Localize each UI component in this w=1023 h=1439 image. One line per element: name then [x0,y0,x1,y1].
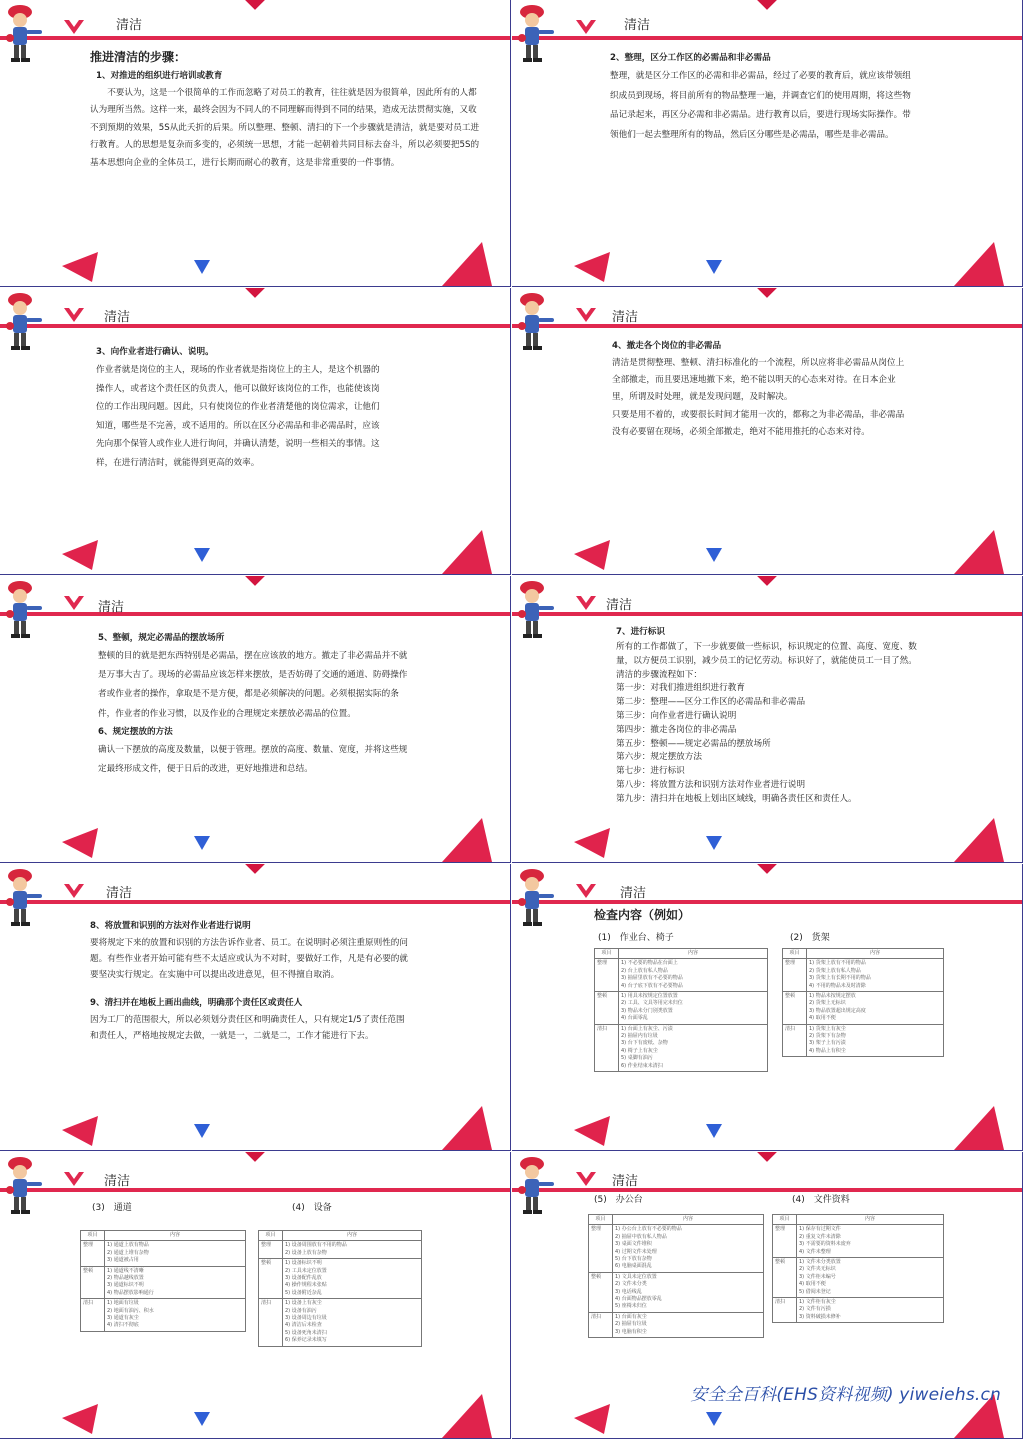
down-arrow-icon[interactable] [194,260,210,274]
slide-title: 清洁 [620,886,647,901]
table-2-title: (2) 货架 [790,933,830,943]
table-cell: 1) 货架上放有不用的物品 2) 货架上放有私人物品 3) 货架上有长期不用的物品 4) 不用的物品未及时清除 [807,959,944,992]
table-row [259,1259,422,1299]
v-logo-icon [576,596,596,610]
table-cell: 清扫 [595,1024,619,1071]
slide-2[interactable] [512,0,1023,287]
table-cell: 整理 [595,959,619,992]
table-row [773,1225,944,1258]
table-row [259,1241,422,1259]
down-arrow-icon[interactable] [194,1124,210,1138]
step-heading-1: 5、整顿，规定必需品的摆放场所 [98,633,225,643]
check-table-1 [594,948,768,1072]
table-1-title: (3) 通道 [92,1203,132,1213]
down-arrow-icon[interactable] [194,836,210,850]
check-table-2 [782,948,944,1057]
table-cell: 整理 [259,1241,283,1259]
v-logo-icon [64,596,84,610]
v-logo-icon [64,884,84,898]
top-diamond [757,576,777,586]
step-paragraph-2: 只要是用不着的，或要很长时间才能用一次的，都称之为非必需品，非必需品没有必要留在现场，必须全部撤走，绝对不能用推托的心态来对待。 [612,409,905,437]
left-triangle-decor [62,252,106,282]
step-line: 第三步：向作业者进行确认说明 [616,710,737,721]
left-triangle-decor [62,1404,106,1434]
right-triangle-decor [954,530,1004,574]
col-item: 项目 [81,1231,105,1241]
slide-title: 清洁 [104,1174,131,1189]
step-heading: 1、对推进的组织进行培训或教育 [96,71,223,81]
table-cell: 整顿 [589,1272,613,1312]
table-cell: 1) 设备周围放有不用的物品 2) 设备上放有杂物 [283,1241,422,1259]
slide-body [616,624,924,807]
v-logo-icon [576,20,596,34]
table-row [773,1298,944,1323]
table-row [259,1299,422,1346]
table-cell: 1) 设备标识不明 2) 工具未定位放置 3) 设备配件乱放 4) 操作规程未张贴 5) 设备附近杂乱 [283,1259,422,1299]
down-arrow-icon[interactable] [706,260,722,274]
worker-mascot-icon [2,2,46,66]
left-triangle-decor [62,828,106,858]
col-item: 项目 [259,1231,283,1241]
header-bar [0,324,510,328]
worker-mascot-icon [514,290,558,354]
table-row [595,959,768,992]
right-triangle-decor [442,1394,492,1438]
table-cell: 整顿 [259,1259,283,1299]
col-item: 项目 [783,949,807,959]
header-bar [0,36,510,40]
header-bar [0,1188,510,1192]
col-content: 内容 [105,1231,246,1241]
slide-body [90,48,484,172]
table-cell: 1) 文具未定位放置 2) 文件未分类 3) 电话线乱 4) 台面物品摆放零乱 5) 座椅未归位 [613,1272,764,1312]
down-arrow-icon[interactable] [706,1124,722,1138]
header-bar [512,324,1022,328]
top-diamond [245,288,265,298]
top-diamond [245,864,265,874]
table-cell: 清扫 [589,1312,613,1337]
down-arrow-icon[interactable] [706,1412,722,1426]
table-cell: 1) 保存有过期文件 2) 重复文件未清除 3) 不需要的资料未废弃 4) 文件未整理 [797,1225,944,1258]
step-line: 第一步：对我们推进组织进行教育 [616,683,745,694]
top-diamond [757,288,777,298]
table-cell: 1) 物品未按规定摆放 2) 货架上无标识 3) 物品放置超出规定高度 4) 取用不便 [807,992,944,1025]
table-cell: 整顿 [773,1258,797,1298]
table-row [783,1024,944,1057]
table-cell: 1) 台面有灰尘 2) 抽屉有垃圾 3) 电脑有积尘 [613,1312,764,1337]
header-bar [512,1188,1022,1192]
right-triangle-decor [442,530,492,574]
step-heading: 7、进行标识 [616,627,665,637]
step-heading-2: 6、规定摆放的方法 [98,726,173,737]
left-triangle-decor [62,1116,106,1146]
worker-mascot-icon [514,866,558,930]
slide-title: 清洁 [624,18,651,33]
left-triangle-decor [574,1116,618,1146]
table-cell: 1) 用具未按规定位置放置 2) 工具、文具等用完未归位 3) 物品未分门别类放置 4) 台面零乱 [619,992,768,1025]
slide-body [610,50,912,145]
check-table-2 [772,1214,944,1323]
worker-mascot-icon [2,866,46,930]
v-logo-icon [64,1172,84,1186]
slide-title: 清洁 [98,600,125,615]
step-line: 第四步：撤走各岗位的非必需品 [616,724,737,735]
slide-body [612,338,912,441]
table-cell: 整理 [589,1225,613,1272]
table-cell: 1) 设备上有灰尘 2) 设备有油污 3) 设备周边有垃圾 4) 清洁后未检查 5) 设备死角未清扫 6) 保养记录未填写 [283,1299,422,1346]
table-row [589,1225,764,1272]
table-cell: 清扫 [259,1299,283,1346]
table-cell: 整顿 [783,992,807,1025]
table-cell: 1) 办公台上放有不必要的物品 2) 抽屉中放有私人物品 3) 桌面文件堆积 4) 过期文件未处理 5) 台下放有杂物 6) 电脑桌面混乱 [613,1225,764,1272]
step-paragraph-1: 整顿的目的就是把东西特别是必需品，摆在应该放的地方。撤走了非必需品并不就是万事大吉了。现场的必需品应该怎样来摆放，是否妨碍了交通的通道、防碍操作者或作业者的操作，拿取是不是方便，都是必须解决的问题。必须根据实际的条件，作业者的作业习惯，以及作业的合理规定来摆放必需品的位置。 [98,651,408,719]
step-heading: 4、撤走各个岗位的非必需品 [612,341,722,351]
slide-8[interactable] [512,864,1023,1151]
step-heading-1: 8、将放置和识别的方法对作业者进行说明 [90,921,251,931]
table-cell: 整理 [783,959,807,992]
table-cell: 1) 文件柜有灰尘 2) 文件有污损 3) 资料破损未修补 [797,1298,944,1323]
worker-mascot-icon [2,1154,46,1218]
header-bar [512,36,1022,40]
col-item: 项目 [589,1215,613,1225]
table-row [773,1258,944,1298]
slide-title: 清洁 [104,310,131,325]
top-diamond [245,1152,265,1162]
step-line: 第二步：整理——区分工作区的必需品和非必需品 [616,697,806,708]
table-row [81,1266,246,1299]
slide-title: 清洁 [612,1174,639,1189]
header-bar [0,612,510,616]
right-triangle-decor [954,818,1004,862]
table-row [589,1312,764,1337]
step-paragraph: 整理，就是区分工作区的必需和非必需品，经过了必要的教育后，就应该带领组织成员到现场，将目前所有的物品整理一遍，并调查它们的使用周期，将这些物品记录起来，再区分必需和非必需品。进行教育以后，要进行现场实际操作。带领他们一起去整理所有的物品，然后区分哪些是必需品，哪些是非必需品。 [610,71,911,140]
step-line: 第九步：清扫并在地板上划出区域线，明确各责任区和责任人。 [616,793,857,804]
table-2-title: (4) 设备 [292,1203,332,1213]
left-triangle-decor [574,252,618,282]
check-table-1 [80,1230,246,1332]
worker-mascot-icon [514,578,558,642]
table-cell: 1) 通道线不清晰 2) 物品越线放置 3) 通道标识不明 4) 物品摆放影响通行 [105,1266,246,1299]
step-line: 第八步：将放置方法和识别方法对作业者进行说明 [616,779,806,790]
table-row [595,992,768,1025]
step-heading: 2、整理，区分工作区的必需品和非必需品 [610,53,771,63]
col-content: 内容 [283,1231,422,1241]
table-row [783,959,944,992]
right-triangle-decor [442,242,492,286]
slide-9[interactable] [0,1152,511,1439]
worker-mascot-icon [514,1154,558,1218]
header-bar [0,900,510,904]
step-paragraph-2: 确认一下摆放的高度及数量，以便于管理。摆放的高度、数量、宽度，并将这些规定最终形成文件，便于日后的改进，更好地推进和总结。 [98,744,408,775]
table-cell: 1) 地面有垃圾 2) 地面有油污、积水 3) 通道有灰尘 4) 清扫不彻底 [105,1299,246,1332]
step-line: 第五步：整顿——规定必需品的摆放场所 [616,738,771,749]
slide-7[interactable] [0,864,511,1151]
top-diamond [245,0,265,10]
step-heading-2: 9、清扫并在地板上画出曲线，明确那个责任区或责任人 [90,998,303,1008]
step-line: 第七步：进行标识 [616,766,685,777]
step-paragraph-2: 因为工厂的范围很大，所以必须划分责任区和明确责任人，只有规定1/5了责任范围和责任人，严格地按规定去做，一就是一，二就是二，工作才能进行下去。 [90,1015,405,1041]
v-logo-icon [64,308,84,322]
table-row [589,1272,764,1312]
table-cell: 清扫 [773,1298,797,1323]
left-triangle-decor [574,1404,618,1434]
step-paragraph: 所有的工作都做了，下一步就要做一些标识，标识规定的位置、高度、宽度、数量，以方便员工识别，减少员工的记忆劳动。标识好了，就能使员工一目了然。 [616,642,917,666]
step-line: 第六步：规定摆放方法 [616,752,702,763]
down-arrow-icon[interactable] [194,1412,210,1426]
top-diamond [245,576,265,586]
header-bar [512,612,1022,616]
top-diamond [757,1152,777,1162]
table-cell: 整顿 [81,1266,105,1299]
down-arrow-icon[interactable] [706,836,722,850]
worker-mascot-icon [2,578,46,642]
slide-title: 清洁 [612,310,639,325]
table-row [81,1299,246,1332]
slide-title: 清洁 [106,886,133,901]
step-paragraph-1: 清洁是贯彻整理、整顿、清扫标准化的一个流程，所以应将非必需品从岗位上全部撤走，而且要迅速地撤下来，绝不能以明天的心态来对待。在日本企业里，所谓及时处理，就是发现问题，及时解决。 [612,358,905,403]
slide-title: 清洁 [116,18,143,33]
table-cell: 1) 台面上有灰尘、污渍 2) 抽屉内有垃圾 3) 台下有废纸、杂物 4) 椅子上有灰尘 5) 桌脚有油污 6) 作业结束未清扫 [619,1024,768,1071]
slide-4[interactable] [512,288,1023,575]
worker-mascot-icon [2,290,46,354]
table-row [783,992,944,1025]
left-triangle-decor [62,540,106,570]
down-arrow-icon[interactable] [706,548,722,562]
table-cell: 整理 [81,1241,105,1266]
col-item: 项目 [773,1215,797,1225]
table-cell: 1) 文件未分类放置 2) 文件夹无标识 3) 文件柜未编号 4) 取用不便 5) 借阅未登记 [797,1258,944,1298]
v-logo-icon [576,884,596,898]
table-cell: 1) 货架上有灰尘 2) 货架下有杂物 3) 架子上有污渍 4) 物品上有积尘 [807,1024,944,1057]
slide-5[interactable] [0,576,511,863]
top-diamond [757,0,777,10]
table-1-title: (5) 办公台 [594,1195,643,1205]
col-content: 内容 [619,949,768,959]
slide-title: 清洁 [606,598,633,613]
col-content: 内容 [797,1215,944,1225]
table-row [595,1024,768,1071]
slide-6[interactable] [512,576,1023,863]
section-heading: 推进清洁的步骤： [90,50,187,64]
section-heading: 检查内容（例如） [594,908,691,922]
col-content: 内容 [807,949,944,959]
table-cell: 1) 通道上放有物品 2) 通道上堆有杂物 3) 通道被占用 [105,1241,246,1266]
table-cell: 清扫 [81,1299,105,1332]
right-triangle-decor [442,1106,492,1150]
table-cell: 1) 不必要的物品在台面上 2) 台上放有私人物品 3) 抽屉里放有不必要的物品 4) 台子底下放有不必要物品 [619,959,768,992]
col-content: 内容 [613,1215,764,1225]
table-row [81,1241,246,1266]
watermark-text: 安全全百科(EHS资料视频) yiweiehs.cn [690,1385,1001,1405]
slide-body [96,344,380,473]
steps-title: 清洁的步骤流程如下： [616,669,702,680]
table-cell: 整顿 [595,992,619,1025]
step-paragraph-1: 要将规定下来的放置和识别的方法告诉作业者、员工。在说明时必须注重原则性的问题。有些作业者开始可能有些不太适应或认为不对时，要做好工作，凡是有必要的就要坚决实行规定。在实施中可以提出改进意见，但不得擅自取消。 [90,938,408,980]
v-logo-icon [64,20,84,34]
right-triangle-decor [954,1106,1004,1150]
worker-mascot-icon [514,2,558,66]
check-table-1 [588,1214,764,1338]
table-2-title: (4) 文件资料 [792,1195,850,1205]
left-triangle-decor [574,540,618,570]
step-paragraph: 不要认为，这是一个很简单的工作而忽略了对员工的教育，往往就是因为很简单，因此所有的人都认为理所当然。这样一来，最终会因为不同人的不同理解而得到不同的结果，造成无法贯彻实施，又收不到预期的效果，5S从此夭折的后果。所以整理、整顿、清扫的下一个步骤就是清洁，就是要对员工进行教育。人的思想是复杂而多变的，必须统一思想，才能一起朝着共同目标去奋斗，所以必须要把5S的基本思想向企业的全体员工，进行长期而耐心的教育，这是非常重要的一件事情。 [90,88,480,168]
slide-body [90,918,410,1044]
col-item: 项目 [595,949,619,959]
slide-1[interactable] [0,0,511,287]
step-heading: 3、向作业者进行确认、说明。 [96,347,214,357]
down-arrow-icon[interactable] [194,548,210,562]
slide-3[interactable] [0,288,511,575]
left-triangle-decor [574,828,618,858]
right-triangle-decor [954,242,1004,286]
top-diamond [757,864,777,874]
right-triangle-decor [442,818,492,862]
step-paragraph: 作业者就是岗位的主人，现场的作业者就是指岗位上的主人，是这个机器的操作人，或者这个责任区的负责人，他可以做好该岗位的工作，也能使该岗位的工作出现问题。因此，只有使岗位的作业者清楚他的岗位需求，让他们知道，哪些是不完善，或不适用的。所以在区分必需品和非必需品时，应该先向那个保管人或作业人进行询问，并确认清楚，说明一些相关的事情。这样，在进行清洁时，就能得到更高的效率。 [96,365,380,468]
table-1-title: (1) 作业台、椅子 [598,933,674,943]
header-bar [512,900,1022,904]
check-table-2 [258,1230,422,1347]
table-cell: 清扫 [783,1024,807,1057]
v-logo-icon [576,1172,596,1186]
v-logo-icon [576,308,596,322]
slide-body [98,630,408,779]
table-cell: 整理 [773,1225,797,1258]
